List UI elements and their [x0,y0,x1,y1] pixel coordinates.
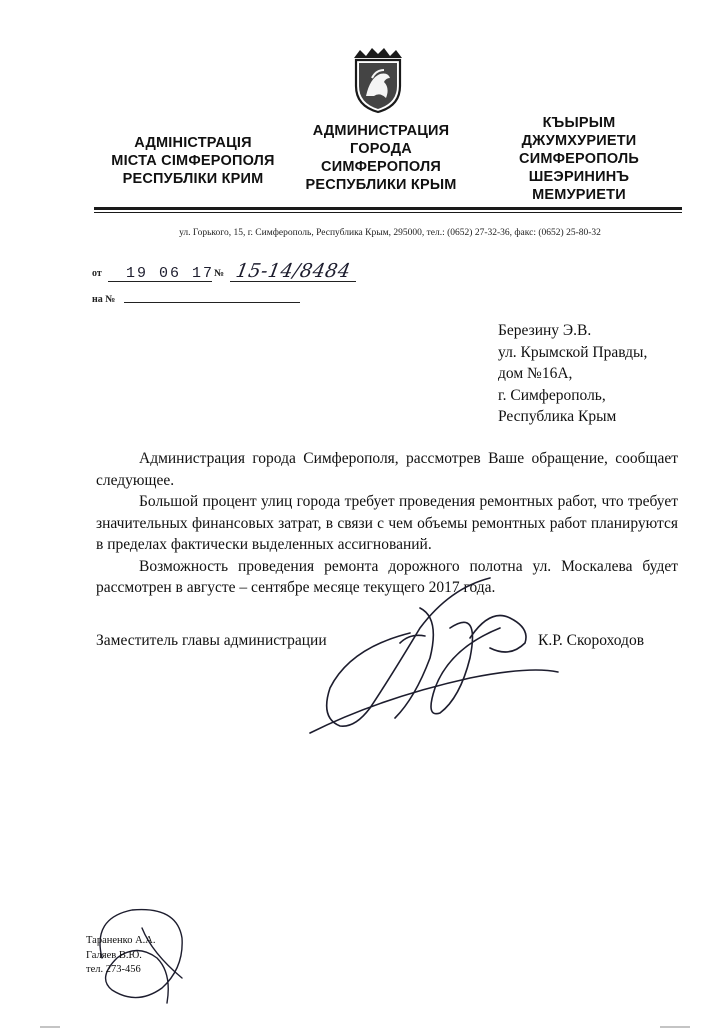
addressee-city: г. Симферополь, [498,386,606,404]
signatory-title: Заместитель главы администрации [96,632,327,649]
header-line: АДМИНИСТРАЦИЯ [312,123,450,139]
header-ukrainian [88,134,298,188]
reference-line [124,302,300,303]
addressee-street: ул. Крымской Правды, [498,343,648,361]
scan-edge-marks [0,1016,718,1020]
header-line: ШЕЭРИНИНЪ [528,169,630,185]
executor-phone: тел. 273-456 [86,964,141,975]
header-divider-thin [94,212,682,213]
number-label: № [214,268,225,279]
signatory-name: К.Р. Скороходов [538,632,645,649]
header-russian [288,122,474,194]
reference-label: на № [92,294,116,305]
outgoing-number: 15-14/8484 [234,260,353,282]
executor-info [86,934,155,978]
handwritten-signature [300,548,560,748]
header-line: СИМФЕРОПОЛЬ [519,151,639,167]
outgoing-date: 19 06 17 [126,265,215,282]
executor-line: Галяев В.Ю. [86,949,142,961]
header-line: МІСТА СІМФЕРОПОЛЯ [111,153,275,169]
addressee-name: Березину Э.В. [498,322,592,339]
header-line: РЕСПУБЛИКИ КРЫМ [305,177,457,193]
body-paragraph: Возможность проведения ремонта дорожного полотна ул. Москалева будет рассмотрен в августе – сентябре месяце текущего 2017 года. [96,557,678,596]
executor-line: Тараненко А.А. [86,935,156,946]
city-crest-icon [350,48,406,114]
contact-info: ул. Горького, 15, г. Симферополь, Республика Крым, 295000, тел.: (0652) 27-32-36, факс: (0652) 25-80-32 [179,228,601,238]
header-line: ДЖУМХУРИЕТИ [521,133,637,149]
header-line: МЕМУРИЕТИ [532,187,626,203]
body-paragraph: Администрация города Симферополя, рассмотрев Ваше обращение, сообщает следующее. [96,450,678,489]
date-label: от [92,268,102,279]
body-paragraph: Большой процент улиц города требует проведения ремонтных работ, что требует значительных финансовых затрат, в связи с чем объемы ремонтных работ планируются в пределах фактически выделенных ассигнований. [96,493,678,553]
addressee-block [498,320,647,428]
header-line: ГОРОДА [350,141,412,157]
header-divider [94,207,682,210]
addressee-house: дом №16А, [498,365,573,382]
header-line: КЪЫРЫМ [542,115,616,131]
header-line: АДМІНІСТРАЦІЯ [134,135,252,151]
header-line: РЕСПУБЛІКИ КРИМ [122,171,264,187]
header-crimean-tatar [494,114,664,204]
addressee-region: Республика Крым [498,408,617,425]
header-line: СИМФЕРОПОЛЯ [321,159,441,175]
